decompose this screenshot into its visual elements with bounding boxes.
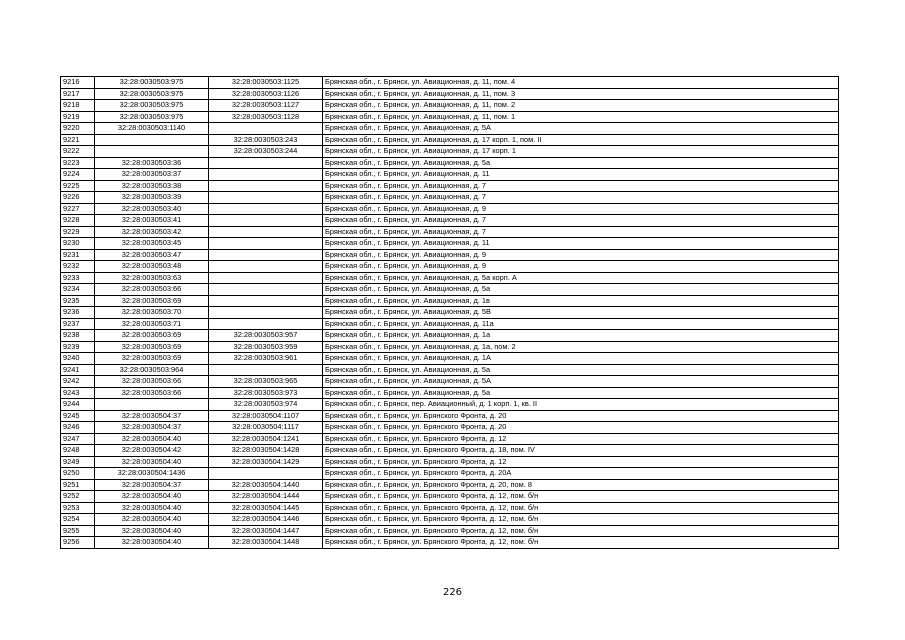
- cadastral-number-cell: [209, 215, 323, 227]
- address-cell: Брянская обл., г. Брянск, ул. Брянского Фронта, д. 20А: [323, 468, 839, 480]
- cadastral-number-cell: 32:28:0030504:1428: [209, 445, 323, 457]
- parent-cadastral-cell: 32:28:0030503:975: [95, 100, 209, 112]
- row-number-cell: 9231: [61, 249, 95, 261]
- cadastral-number-cell: [209, 203, 323, 215]
- cadastral-number-cell: [209, 284, 323, 296]
- table-row: [61, 77, 839, 89]
- parent-cadastral-cell: 32:28:0030503:47: [95, 249, 209, 261]
- parent-cadastral-cell: 32:28:0030504:40: [95, 525, 209, 537]
- cadastral-number-cell: [209, 307, 323, 319]
- table-row: [61, 537, 839, 549]
- address-cell: Брянская обл., г. Брянск, ул. Авиационная, д. 11, пом. 3: [323, 88, 839, 100]
- table-row: [61, 88, 839, 100]
- table-row: [61, 491, 839, 503]
- parent-cadastral-cell: [95, 399, 209, 411]
- address-cell: Брянская обл., г. Брянск, ул. Брянского Фронта, д. 12, пом. б/н: [323, 514, 839, 526]
- parent-cadastral-cell: 32:28:0030503:37: [95, 169, 209, 181]
- parent-cadastral-cell: 32:28:0030503:42: [95, 226, 209, 238]
- row-number-cell: 9256: [61, 537, 95, 549]
- row-number-cell: 9220: [61, 123, 95, 135]
- table-row: [61, 341, 839, 353]
- cadastral-number-cell: 32:28:0030504:1446: [209, 514, 323, 526]
- address-cell: Брянская обл., г. Брянск, ул. Брянского Фронта, д. 12, пом. б/н: [323, 491, 839, 503]
- address-cell: Брянская обл., г. Брянск, ул. Авиационная, д. 5В: [323, 307, 839, 319]
- address-cell: Брянская обл., г. Брянск, ул. Брянского Фронта, д. 12: [323, 456, 839, 468]
- address-cell: Брянская обл., г. Брянск, ул. Авиационная, д. 1в: [323, 295, 839, 307]
- parent-cadastral-cell: 32:28:0030504:40: [95, 514, 209, 526]
- row-number-cell: 9234: [61, 284, 95, 296]
- table-row: [61, 502, 839, 514]
- table-row: [61, 399, 839, 411]
- parent-cadastral-cell: 32:28:0030503:975: [95, 111, 209, 123]
- parent-cadastral-cell: 32:28:0030503:66: [95, 387, 209, 399]
- cadastral-number-cell: [209, 157, 323, 169]
- address-cell: Брянская обл., г. Брянск, ул. Авиационная, д. 11, пом. 2: [323, 100, 839, 112]
- cadastral-number-cell: [209, 123, 323, 135]
- row-number-cell: 9240: [61, 353, 95, 365]
- address-cell: Брянская обл., г. Брянск, ул. Авиационная, д. 17 корп. 1, пом. II: [323, 134, 839, 146]
- parent-cadastral-cell: 32:28:0030503:40: [95, 203, 209, 215]
- address-cell: Брянская обл., г. Брянск, ул. Брянского Фронта, д. 20: [323, 422, 839, 434]
- cadastral-number-cell: 32:28:0030503:959: [209, 341, 323, 353]
- parent-cadastral-cell: 32:28:0030504:40: [95, 456, 209, 468]
- parent-cadastral-cell: 32:28:0030503:70: [95, 307, 209, 319]
- row-number-cell: 9217: [61, 88, 95, 100]
- address-cell: Брянская обл., г. Брянск, ул. Авиационная, д. 5а: [323, 284, 839, 296]
- row-number-cell: 9250: [61, 468, 95, 480]
- parent-cadastral-cell: 32:28:0030504:40: [95, 433, 209, 445]
- address-cell: Брянская обл., г. Брянск, ул. Брянского Фронта, д. 12, пом. б/н: [323, 502, 839, 514]
- row-number-cell: 9228: [61, 215, 95, 227]
- address-cell: Брянская обл., г. Брянск, ул. Брянского Фронта, д. 12: [323, 433, 839, 445]
- cadastral-number-cell: [209, 169, 323, 181]
- parent-cadastral-cell: 32:28:0030504:1436: [95, 468, 209, 480]
- parent-cadastral-cell: 32:28:0030503:975: [95, 77, 209, 89]
- parent-cadastral-cell: 32:28:0030503:71: [95, 318, 209, 330]
- address-cell: Брянская обл., г. Брянск, ул. Авиационная, д. 11, пом. 4: [323, 77, 839, 89]
- address-cell: Брянская обл., г. Брянск, ул. Брянского Фронта, д. 20, пом. 8: [323, 479, 839, 491]
- table-row: [61, 169, 839, 181]
- parent-cadastral-cell: 32:28:0030503:66: [95, 284, 209, 296]
- table-body: [61, 77, 839, 549]
- row-number-cell: 9255: [61, 525, 95, 537]
- address-cell: Брянская обл., г. Брянск, ул. Авиационная, д. 11, пом. 1: [323, 111, 839, 123]
- cadastral-number-cell: [209, 468, 323, 480]
- parent-cadastral-cell: 32:28:0030504:40: [95, 491, 209, 503]
- address-cell: Брянская обл., г. Брянск, ул. Авиационная, д. 11: [323, 169, 839, 181]
- row-number-cell: 9235: [61, 295, 95, 307]
- cadastral-number-cell: 32:28:0030504:1241: [209, 433, 323, 445]
- table-row: [61, 284, 839, 296]
- address-cell: Брянская обл., г. Брянск, ул. Авиационная, д. 5а корп. А: [323, 272, 839, 284]
- address-cell: Брянская обл., г. Брянск, ул. Авиационная, д. 5а: [323, 157, 839, 169]
- parent-cadastral-cell: 32:28:0030504:37: [95, 422, 209, 434]
- table-row: [61, 157, 839, 169]
- cadastral-table: [60, 76, 839, 549]
- page-number: 226: [442, 587, 463, 598]
- table-row: [61, 180, 839, 192]
- table-row: [61, 479, 839, 491]
- table-row: [61, 134, 839, 146]
- parent-cadastral-cell: 32:28:0030503:38: [95, 180, 209, 192]
- cadastral-number-cell: 32:28:0030504:1447: [209, 525, 323, 537]
- parent-cadastral-cell: 32:28:0030503:1140: [95, 123, 209, 135]
- cadastral-number-cell: 32:28:0030503:965: [209, 376, 323, 388]
- row-number-cell: 9223: [61, 157, 95, 169]
- row-number-cell: 9236: [61, 307, 95, 319]
- parent-cadastral-cell: 32:28:0030503:964: [95, 364, 209, 376]
- parent-cadastral-cell: [95, 146, 209, 158]
- address-cell: Брянская обл., г. Брянск, ул. Авиационная, д. 5а: [323, 387, 839, 399]
- table-row: [61, 238, 839, 250]
- row-number-cell: 9227: [61, 203, 95, 215]
- row-number-cell: 9242: [61, 376, 95, 388]
- row-number-cell: 9249: [61, 456, 95, 468]
- row-number-cell: 9216: [61, 77, 95, 89]
- cadastral-number-cell: 32:28:0030504:1448: [209, 537, 323, 549]
- address-cell: Брянская обл., г. Брянск, ул. Авиационная, д. 5а: [323, 364, 839, 376]
- table-row: [61, 410, 839, 422]
- address-cell: Брянская обл., г. Брянск, ул. Авиационная, д. 9: [323, 249, 839, 261]
- cadastral-number-cell: [209, 180, 323, 192]
- table-row: [61, 146, 839, 158]
- row-number-cell: 9251: [61, 479, 95, 491]
- cadastral-number-cell: [209, 318, 323, 330]
- table-row: [61, 100, 839, 112]
- parent-cadastral-cell: 32:28:0030504:37: [95, 479, 209, 491]
- cadastral-number-cell: 32:28:0030503:957: [209, 330, 323, 342]
- parent-cadastral-cell: 32:28:0030503:975: [95, 88, 209, 100]
- cadastral-number-cell: 32:28:0030503:1125: [209, 77, 323, 89]
- parent-cadastral-cell: 32:28:0030504:40: [95, 537, 209, 549]
- cadastral-number-cell: 32:28:0030504:1107: [209, 410, 323, 422]
- parent-cadastral-cell: 32:28:0030503:45: [95, 238, 209, 250]
- table-row: [61, 433, 839, 445]
- table-row: [61, 261, 839, 273]
- cadastral-number-cell: 32:28:0030504:1445: [209, 502, 323, 514]
- row-number-cell: 9232: [61, 261, 95, 273]
- table-row: [61, 215, 839, 227]
- address-cell: Брянская обл., г. Брянск, ул. Брянского Фронта, д. 20: [323, 410, 839, 422]
- row-number-cell: 9230: [61, 238, 95, 250]
- row-number-cell: 9246: [61, 422, 95, 434]
- row-number-cell: 9253: [61, 502, 95, 514]
- cadastral-number-cell: [209, 364, 323, 376]
- row-number-cell: 9229: [61, 226, 95, 238]
- table-row: [61, 318, 839, 330]
- address-cell: Брянская обл., г. Брянск, ул. Авиационная, д. 1А: [323, 353, 839, 365]
- parent-cadastral-cell: 32:28:0030503:48: [95, 261, 209, 273]
- row-number-cell: 9219: [61, 111, 95, 123]
- row-number-cell: 9237: [61, 318, 95, 330]
- address-cell: Брянская обл., г. Брянск, ул. Авиационная, д. 5А: [323, 376, 839, 388]
- row-number-cell: 9238: [61, 330, 95, 342]
- address-cell: Брянская обл., г. Брянск, ул. Брянского Фронта, д. 12, пом. б/н: [323, 525, 839, 537]
- row-number-cell: 9233: [61, 272, 95, 284]
- address-cell: Брянская обл., г. Брянск, ул. Авиационная, д. 1а: [323, 330, 839, 342]
- table-row: [61, 376, 839, 388]
- parent-cadastral-cell: 32:28:0030504:42: [95, 445, 209, 457]
- address-cell: Брянская обл., г. Брянск, ул. Брянского Фронта, д. 12, пом. б/н: [323, 537, 839, 549]
- table-row: [61, 123, 839, 135]
- table-row: [61, 364, 839, 376]
- row-number-cell: 9218: [61, 100, 95, 112]
- table-row: [61, 111, 839, 123]
- table-row: [61, 422, 839, 434]
- table-row: [61, 307, 839, 319]
- cadastral-number-cell: 32:28:0030504:1429: [209, 456, 323, 468]
- address-cell: Брянская обл., г. Брянск, ул. Авиационная, д. 7: [323, 226, 839, 238]
- cadastral-number-cell: 32:28:0030504:1440: [209, 479, 323, 491]
- parent-cadastral-cell: 32:28:0030504:40: [95, 502, 209, 514]
- cadastral-number-cell: 32:28:0030503:961: [209, 353, 323, 365]
- address-cell: Брянская обл., г. Брянск, ул. Авиационная, д. 5А: [323, 123, 839, 135]
- cadastral-number-cell: 32:28:0030504:1117: [209, 422, 323, 434]
- row-number-cell: 9225: [61, 180, 95, 192]
- parent-cadastral-cell: [95, 134, 209, 146]
- parent-cadastral-cell: 32:28:0030503:41: [95, 215, 209, 227]
- cadastral-number-cell: 32:28:0030503:974: [209, 399, 323, 411]
- address-cell: Брянская обл., г. Брянск, пер. Авиационный, д. 1 корп. 1, кв. II: [323, 399, 839, 411]
- cadastral-number-cell: 32:28:0030503:243: [209, 134, 323, 146]
- row-number-cell: 9244: [61, 399, 95, 411]
- row-number-cell: 9245: [61, 410, 95, 422]
- cadastral-number-cell: [209, 192, 323, 204]
- cadastral-number-cell: [209, 249, 323, 261]
- address-cell: Брянская обл., г. Брянск, ул. Авиационная, д. 1а, пом. 2: [323, 341, 839, 353]
- table-row: [61, 203, 839, 215]
- table-row: [61, 387, 839, 399]
- parent-cadastral-cell: 32:28:0030503:69: [95, 295, 209, 307]
- address-cell: Брянская обл., г. Брянск, ул. Авиационная, д. 17 корп. 1: [323, 146, 839, 158]
- address-cell: Брянская обл., г. Брянск, ул. Авиационная, д. 7: [323, 180, 839, 192]
- row-number-cell: 9254: [61, 514, 95, 526]
- cadastral-number-cell: [209, 261, 323, 273]
- table-row: [61, 514, 839, 526]
- cadastral-number-cell: [209, 272, 323, 284]
- table-row: [61, 192, 839, 204]
- parent-cadastral-cell: 32:28:0030503:69: [95, 353, 209, 365]
- parent-cadastral-cell: 32:28:0030503:39: [95, 192, 209, 204]
- cadastral-number-cell: [209, 238, 323, 250]
- parent-cadastral-cell: 32:28:0030503:36: [95, 157, 209, 169]
- table-row: [61, 456, 839, 468]
- address-cell: Брянская обл., г. Брянск, ул. Авиационная, д. 11а: [323, 318, 839, 330]
- table-row: [61, 249, 839, 261]
- row-number-cell: 9224: [61, 169, 95, 181]
- cadastral-number-cell: 32:28:0030503:1128: [209, 111, 323, 123]
- table-row: [61, 226, 839, 238]
- table-row: [61, 330, 839, 342]
- row-number-cell: 9222: [61, 146, 95, 158]
- row-number-cell: 9252: [61, 491, 95, 503]
- table-row: [61, 445, 839, 457]
- parent-cadastral-cell: 32:28:0030503:69: [95, 341, 209, 353]
- cadastral-number-cell: 32:28:0030504:1444: [209, 491, 323, 503]
- row-number-cell: 9239: [61, 341, 95, 353]
- address-cell: Брянская обл., г. Брянск, ул. Брянского Фронта, д. 18, пом. IV: [323, 445, 839, 457]
- table-row: [61, 525, 839, 537]
- row-number-cell: 9247: [61, 433, 95, 445]
- row-number-cell: 9221: [61, 134, 95, 146]
- cadastral-number-cell: 32:28:0030503:1126: [209, 88, 323, 100]
- address-cell: Брянская обл., г. Брянск, ул. Авиационная, д. 7: [323, 192, 839, 204]
- address-cell: Брянская обл., г. Брянск, ул. Авиационная, д. 7: [323, 215, 839, 227]
- row-number-cell: 9248: [61, 445, 95, 457]
- row-number-cell: 9243: [61, 387, 95, 399]
- row-number-cell: 9226: [61, 192, 95, 204]
- cadastral-number-cell: 32:28:0030503:244: [209, 146, 323, 158]
- cadastral-number-cell: 32:28:0030503:1127: [209, 100, 323, 112]
- cadastral-number-cell: 32:28:0030503:973: [209, 387, 323, 399]
- address-cell: Брянская обл., г. Брянск, ул. Авиационная, д. 9: [323, 203, 839, 215]
- cadastral-number-cell: [209, 295, 323, 307]
- address-cell: Брянская обл., г. Брянск, ул. Авиационная, д. 11: [323, 238, 839, 250]
- parent-cadastral-cell: 32:28:0030504:37: [95, 410, 209, 422]
- address-cell: Брянская обл., г. Брянск, ул. Авиационная, д. 9: [323, 261, 839, 273]
- row-number-cell: 9241: [61, 364, 95, 376]
- parent-cadastral-cell: 32:28:0030503:69: [95, 330, 209, 342]
- table-row: [61, 468, 839, 480]
- table-row: [61, 295, 839, 307]
- cadastral-number-cell: [209, 226, 323, 238]
- parent-cadastral-cell: 32:28:0030503:63: [95, 272, 209, 284]
- table-row: [61, 272, 839, 284]
- parent-cadastral-cell: 32:28:0030503:66: [95, 376, 209, 388]
- table-row: [61, 353, 839, 365]
